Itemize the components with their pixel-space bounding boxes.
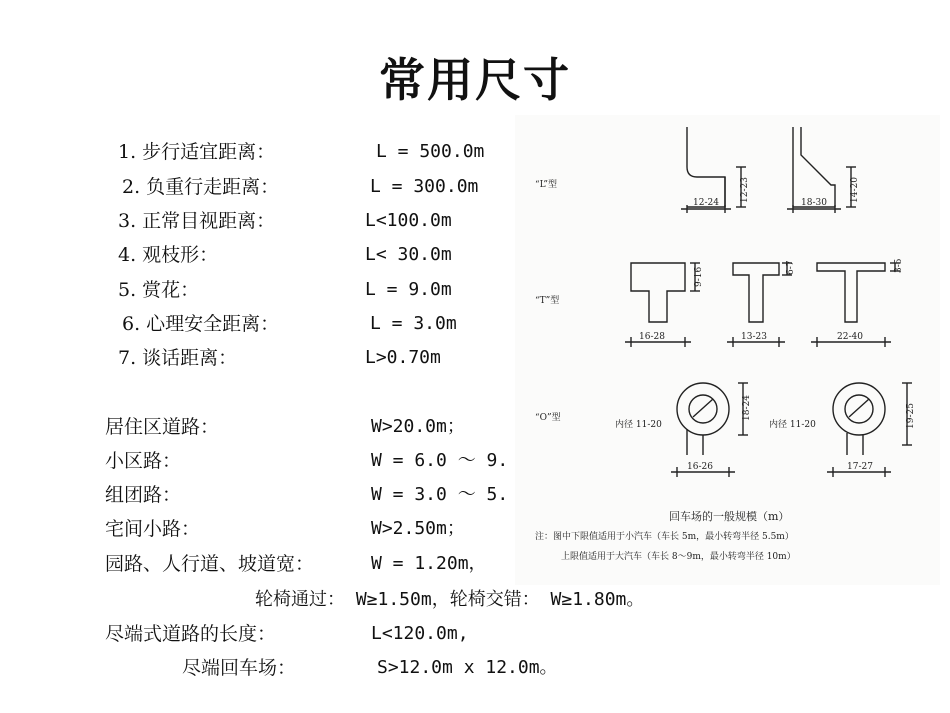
dim-label: 17-27 (847, 462, 873, 472)
distance-label: 7. 谈话距离： (118, 347, 238, 369)
wheelchair-text (255, 586, 644, 613)
distance-label: 1. 步行适宜距离： (118, 141, 276, 163)
dim-label: 内径 11-20 (615, 420, 662, 430)
distance-label: 5. 赏花： (118, 279, 200, 301)
dim-label: 14-20 (850, 177, 860, 203)
road-label: 居住区道路： (105, 416, 220, 438)
dim-label: 12-24 (693, 198, 719, 208)
dim-label: 18-30 (801, 198, 827, 208)
type-label-o: “O”型 (535, 413, 561, 423)
distance-value: L = 300.0m (370, 176, 479, 197)
distance-label: 2. 负重行走距离： (122, 176, 280, 198)
road-value: W = 6.0 ～ 9. (371, 450, 509, 471)
type-label-t: “T”型 (535, 296, 560, 306)
turnaround-diagram (515, 115, 940, 585)
turnaround-figure (515, 115, 940, 585)
dim-label: 22-40 (837, 332, 863, 342)
distance-label: 6. 心理安全距离： (122, 313, 280, 335)
dim-label: 9-16 (694, 266, 704, 287)
distance-value: L< 30.0m (365, 244, 452, 265)
dim-label: 12-23 (740, 177, 750, 203)
road-label: 小区路： (105, 450, 182, 472)
page-title: 常用尺寸 (379, 53, 571, 107)
dead-end-value: L<120.0m, (371, 623, 469, 644)
road-value: W = 1.20m， (371, 553, 487, 574)
distance-label: 4. 观枝形： (118, 244, 219, 266)
turnaround-label: 尽端回车场： (182, 657, 297, 679)
dim-label: 6-7 (786, 260, 796, 275)
dim-label: 19-25 (906, 403, 916, 429)
type-label-l: “L”型 (535, 180, 558, 190)
road-label: 园路、人行道、坡道宽： (105, 553, 315, 575)
road-label: 宅间小路： (105, 518, 201, 540)
distance-value: L>0.70m (365, 347, 441, 368)
distance-value: L = 9.0m (365, 279, 452, 300)
wheelchair-line: 轮椅通过： W≥1.50m，轮椅交错： W≥1.80m。 (255, 589, 645, 610)
figure-note: 上限值适用于大汽车（车长 8～9m，最小转弯半径 10m） (561, 552, 796, 562)
distance-value: L = 500.0m (376, 141, 485, 162)
distance-value: L<100.0m (365, 210, 452, 231)
distance-label: 3. 正常目视距离： (118, 210, 276, 232)
road-value: W>2.50m； (371, 518, 465, 539)
figure-note: 注：图中下限值适用于小汽车（车长 5m，最小转弯半径 5.5m） (535, 532, 794, 542)
dead-end-label: 尽端式道路的长度： (105, 623, 277, 645)
road-value: W = 3.0 ～ 5. (371, 484, 509, 505)
dim-label: 16-28 (639, 332, 665, 342)
distance-value: L = 3.0m (370, 313, 457, 334)
road-value: W>20.0m； (371, 416, 465, 437)
dim-label: 3-5 (894, 258, 904, 273)
dim-label: 内径 11-20 (769, 420, 816, 430)
turnaround-value: S>12.0m x 12.0m。 (377, 657, 558, 678)
dim-label: 16-26 (687, 462, 713, 472)
road-label: 组团路： (105, 484, 182, 506)
dim-label: 13-23 (741, 332, 767, 342)
dim-label: 18-24 (742, 395, 752, 421)
figure-caption: 回车场的一般规模（m） (669, 510, 790, 523)
